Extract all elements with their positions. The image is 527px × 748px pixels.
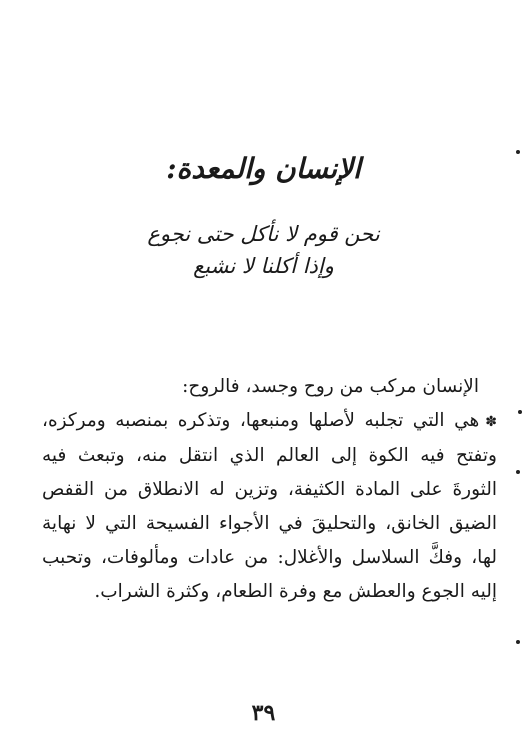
paragraph-text: هي التي تجلبه لأصلها ومنبعها، وتذكره بمنصبه ومركزه، وتفتح فيه الكوة إلى العالم الذي انتقل منه، وتبعث فيه الثورةَ على المادة الكثيفة، وتزين له الانطلاق من القفص الضيق الخانق، والتحليقَ في الأجواء الفسيحة التي لا نهاية لها، وفكَّ السلاسل والأغلال: من عادات ومألوفات، وتحبب إليه الجوع والعطش مع وفرة الطعام، وكثرة الشراب. <box>42 410 497 602</box>
verse-line-1: نحن قوم لا نأكل حتى نجوع <box>147 222 380 246</box>
star-bullet-icon: ✽ <box>485 414 497 430</box>
margin-dot <box>518 410 522 414</box>
margin-dot <box>516 640 520 644</box>
verse-line-2: وإذا أكلنا لا نشبع <box>193 254 334 278</box>
main-paragraph <box>42 404 497 609</box>
margin-dot <box>516 470 520 474</box>
page-number: ٣٩ <box>251 700 276 726</box>
body-text <box>42 370 497 609</box>
margin-dot <box>516 150 520 154</box>
section-title: الإنسان والمعدة: <box>166 152 361 185</box>
intro-line: الإنسان مركب من روح وجسد، فالروح: <box>182 376 479 397</box>
